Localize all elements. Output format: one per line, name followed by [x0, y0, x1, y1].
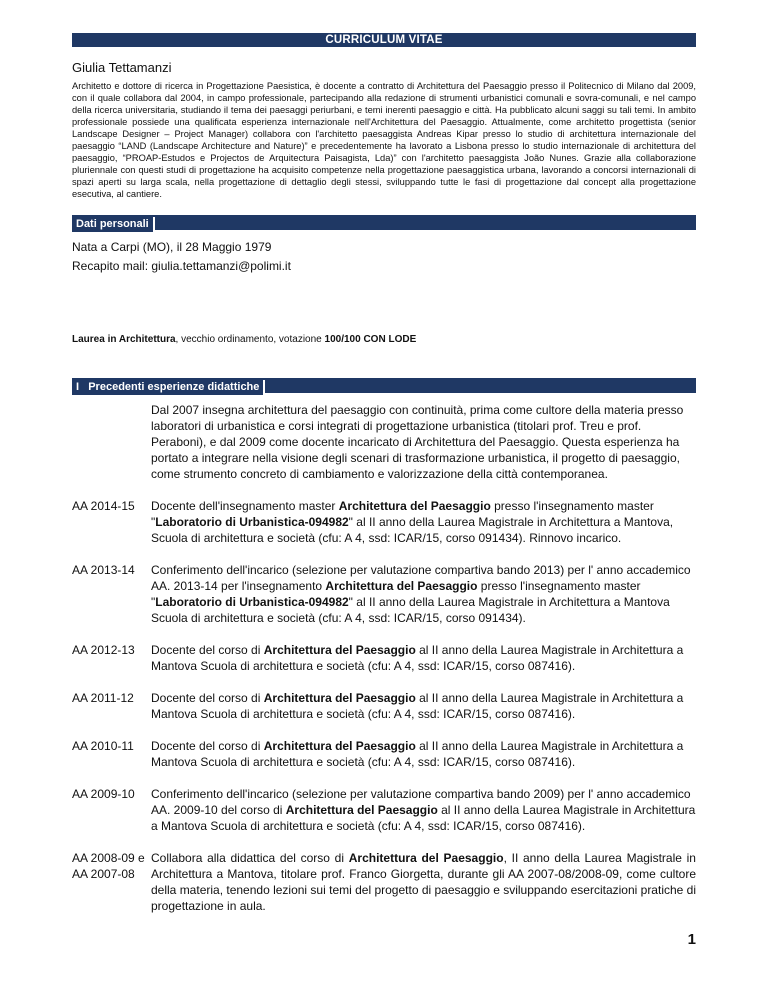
- entry-year: AA 2014-15: [72, 499, 135, 513]
- degree-details: , vecchio ordinamento, votazione: [175, 334, 325, 345]
- section-title-experience: I Precedenti esperienze didattiche: [72, 380, 265, 395]
- entry-text: Docente del corso di Architettura del Paesaggio al II anno della Laurea Magistrale in Architettura a Mantova Scuola di architettura e società (cfu: A 4, ssd: ICAR/15, corso 087416).: [151, 691, 684, 721]
- entry-year: AA 2008-09 e AA 2007-08: [72, 851, 145, 881]
- entry-year: AA 2009-10: [72, 787, 135, 801]
- person-name: Giulia Tettamanzi: [72, 60, 172, 75]
- entry-year: AA 2013-14: [72, 563, 135, 577]
- entry-text: Conferimento dell'incarico (selezione per valutazione compartiva bando 2013) per l' anno accademico AA. 2013-14 per l'insegnamento Architettura del Paesaggio presso l'insegnamento master "Laboratorio di Urbanistica-094982" al II anno della Laurea Magistrale in Architettura a Mantova Scuola di architettura e società (cfu: A 4, ssd: ICAR/15, corso 091434).: [151, 563, 691, 625]
- entry-text: Conferimento dell'incarico (selezione per valutazione compartiva bando 2009) per l' anno accademico AA. 2009-10 del corso di Architettura del Paesaggio al II anno della Laurea Magistrale in Architettura a Mantova Scuola di architettura e società (cfu: A 4, ssd: ICAR/15, corso 087416).: [151, 787, 696, 833]
- section-title-personal: Dati personali: [72, 217, 155, 232]
- birth-info: Nata a Carpi (MO), il 28 Maggio 1979: [72, 240, 272, 254]
- degree-grade: 100/100 CON LODE: [324, 334, 417, 345]
- experience-entry: [72, 562, 696, 626]
- experience-entry: [72, 498, 696, 546]
- experience-entry: [72, 850, 696, 914]
- entry-text: Docente del corso di Architettura del Paesaggio al II anno della Laurea Magistrale in Architettura a Mantova Scuola di architettura e società (cfu: A 4, ssd: ICAR/15, corso 087416).: [151, 739, 684, 769]
- entry-year: AA 2010-11: [72, 739, 134, 753]
- personal-data: [72, 238, 696, 276]
- section-header-experience: [72, 378, 696, 393]
- cv-title-banner: CURRICULUM VITAE: [72, 33, 696, 47]
- email-info: Recapito mail: giulia.tettamanzi@polimi.it: [72, 259, 291, 273]
- page-number: 1: [687, 931, 696, 948]
- experience-intro: Dal 2007 insegna architettura del paesaggio con continuità, prima come cultore della materia presso laboratori di urbanistica e corsi integrati di progettazione urbanistica (titolari prof. Treu e prof. Peraboni), e dal 2009 come docente incaricato di Architettura del Paesaggio. Questa esperienza ha portato a integrare nella visione degli scenari di trasformazione urbanistica, il progetto di paesaggio, come strumento concreto di cambiamento e valorizzazione della città contemporanea.: [151, 403, 684, 481]
- degree-title: Laurea in Architettura: [72, 334, 176, 345]
- experience-entry: [72, 786, 696, 834]
- entry-text: Docente dell'insegnamento master Architettura del Paesaggio presso l'insegnamento master "Laboratorio di Urbanistica-094982" al II anno della Laurea Magistrale in Architettura a Mantova, Scuola di architettura e società (cfu: A 4, ssd: ICAR/15, corso 091434). Rinnovo incarico.: [151, 499, 674, 545]
- entry-year: AA 2012-13: [72, 643, 135, 657]
- person-bio: Architetto e dottore di ricerca in Progettazione Paesistica, è docente a contratto di Architettura del Paesaggio presso il Politecnico di Milano dal 2009, con il quale collabora dal 2004, in campo professionale, partecipando alla redazione di strumenti urbanistici comunali e sovra-comunali, e nel campo della ricerca universitaria, studiando il tema dei paesaggi periurbani, e temi inerenti paesaggio e città. Ha pubblicato alcuni saggi su tali temi. In ambito professionale possiede una qualificata esperienza internazionale nell'Architettura del Paesaggio. Attualmente, come architetto progettista (senior Landscape Designer – Project Manager) collabora con l'architetto paesaggista Andreas Kipar presso lo studio di architettura internazionale del paesaggio “LAND (Landscape Architecture and Nature)” e precedentemente ha lavorato a Lisbona presso lo studio internazionale di architettura del paesaggio, “PROAP-Estudos e Projectos de Arquitectura Paisagista, Lda)” con l'architetto paesaggista João Nunes. Grazie alla collaborazione pluriennale con questi studi di progettazione ha acquisito competenze nella progettazione paesaggistica urbana, lavorando a concorsi internazionali di spazi aperti su larga scala, nella progettazione di dettaglio degli stessi, sviluppando tutte le fasi di progettazione dal concept alla progettazione esecutiva, al cantiere.: [72, 81, 696, 199]
- entry-text: Collabora alla didattica del corso di Architettura del Paesaggio, II anno della Laurea Magistrale in Architettura a Mantova, titolare prof. Franco Giorgetta, durante gli AA 2007-08/2008-09, come cultore della materia, tenendo lezioni sui temi del progetto di paesaggio e sviluppando esercitazioni pratiche di progettazione in aula.: [151, 851, 697, 913]
- experience-entry: [72, 738, 696, 770]
- section-header-personal: [72, 215, 696, 230]
- degree-line: [72, 334, 696, 345]
- document-page: [72, 33, 696, 914]
- entry-text: Docente del corso di Architettura del Paesaggio al II anno della Laurea Magistrale in Architettura a Mantova Scuola di architettura e società (cfu: A 4, ssd: ICAR/15, corso 087416).: [151, 643, 684, 673]
- experience-entry: [72, 642, 696, 674]
- experience-entry: [72, 690, 696, 722]
- entry-year: AA 2011-12: [72, 691, 134, 705]
